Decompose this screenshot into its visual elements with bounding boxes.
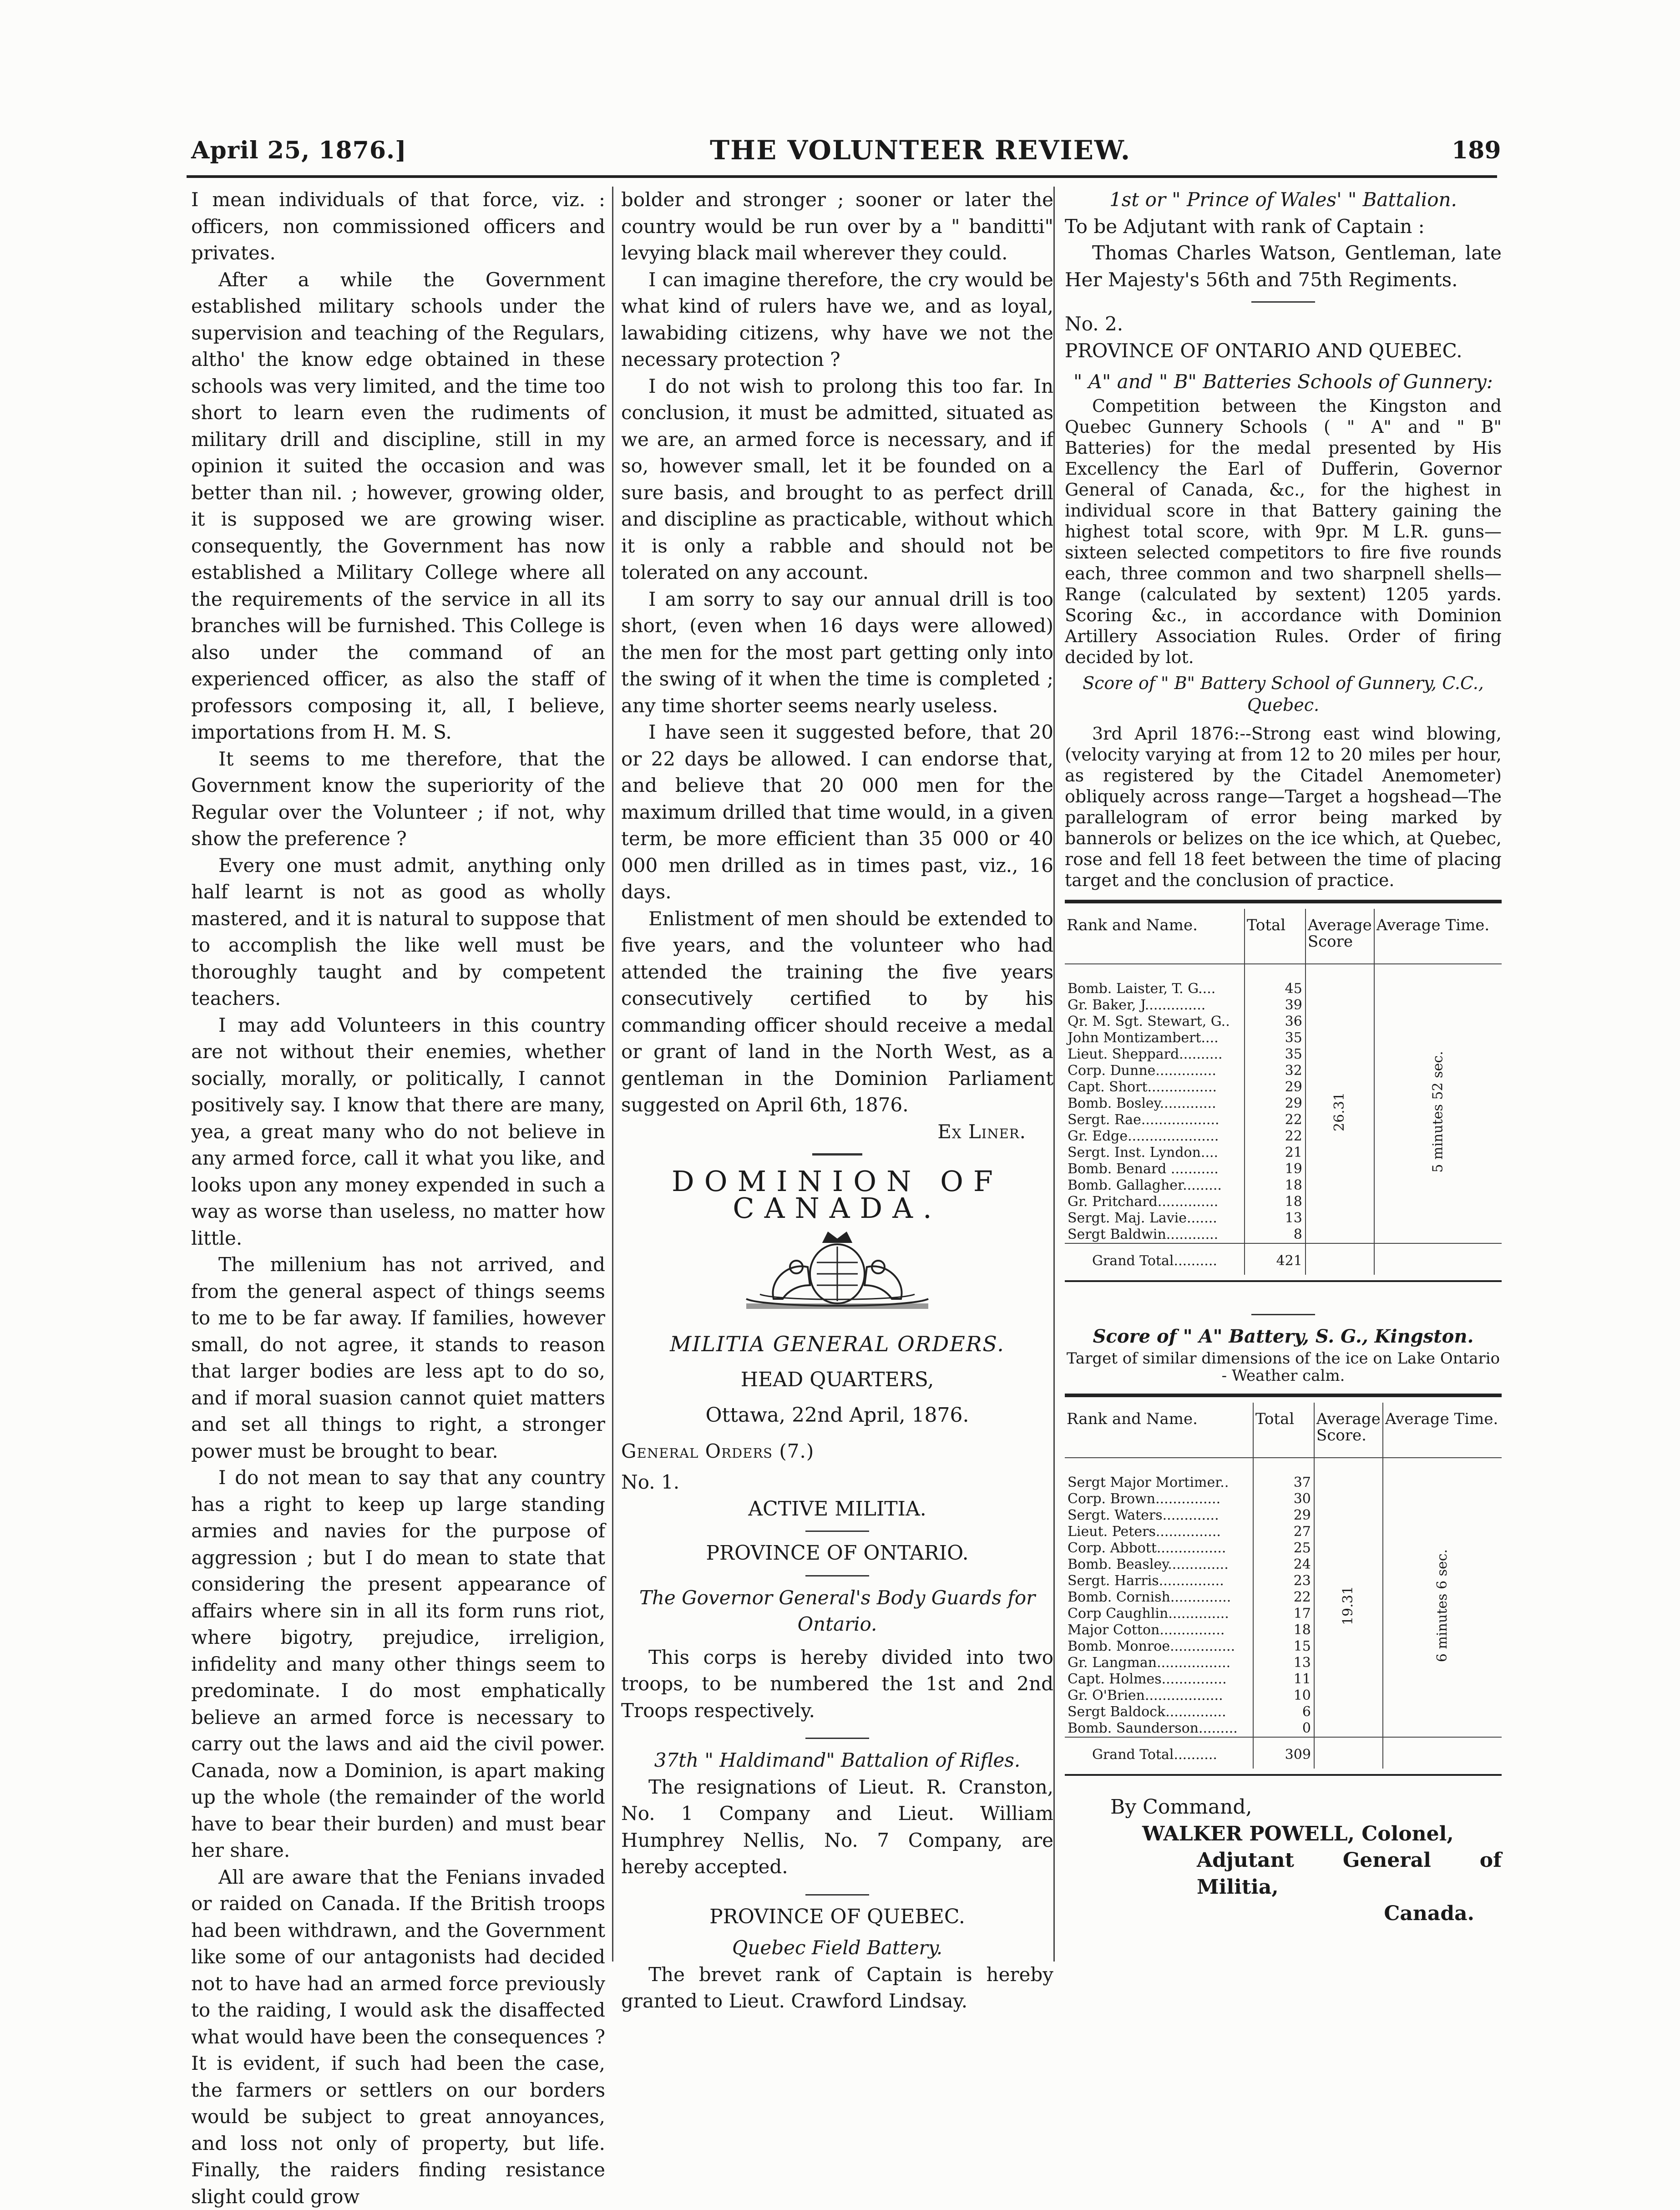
average-time-value: 5 minutes 52 sec. (1430, 1051, 1446, 1172)
average-time-cell (1383, 1458, 1502, 1737)
rank-name-cell: Bomb. Monroe............... (1065, 1638, 1253, 1655)
paragraph: The resignations of Lieut. R. Cranston, No. 1 Company and Lieut. William Humphrey Nellis, No. 7 Company, are hereby accepted. (621, 1774, 1053, 1881)
total-cell: 24 (1253, 1556, 1314, 1573)
subsection-heading: The Governor General's Body Guards for Ontario. (621, 1585, 1053, 1638)
royal-coat-of-arms-icon (719, 1231, 956, 1317)
rank-name-cell: Capt. Holmes............... (1065, 1671, 1253, 1688)
grand-total-row (1065, 1737, 1502, 1769)
rank-name-cell: Gr. Edge..................... (1065, 1128, 1245, 1145)
column-header: Average Score (1306, 909, 1374, 964)
column-header: Rank and Name. (1065, 1403, 1253, 1458)
rank-name-cell: Sergt. Rae.................. (1065, 1112, 1245, 1128)
total-cell: 37 (1253, 1458, 1314, 1491)
head-quarters: HEAD QUARTERS, (621, 1367, 1053, 1394)
column-header: Average Time. (1383, 1403, 1502, 1458)
column-header: Average Time. (1374, 909, 1502, 964)
rank-name-cell: Bomb. Bosley............. (1065, 1095, 1245, 1112)
paragraph: I am sorry to say our annual drill is too short, (even when 16 days were allowed) the men for the most part getting only into the swing of it when the time is completed ; any time shorter seems nearly useless. (621, 586, 1053, 720)
total-cell: 30 (1253, 1491, 1314, 1507)
rank-name-cell: Gr. Pritchard.............. (1065, 1194, 1245, 1210)
letter-signature: Ex Liner. (621, 1119, 1053, 1146)
section-rule (805, 1575, 869, 1576)
total-cell: 6 (1253, 1704, 1314, 1720)
paragraph: The brevet rank of Captain is hereby granted to Lieut. Crawford Lindsay. (621, 1962, 1053, 2015)
total-cell: 11 (1253, 1671, 1314, 1688)
total-cell: 18 (1253, 1622, 1314, 1638)
paragraph: Competition between the Kingston and Quebec Gunnery Schools ( " A" and " B" Batteries) for the medal presented by His Excellency the Earl of Dufferin, Governor General of Canada, &c., for the highest in individual score in that Battery gaining the highest total score, with 9pr. M L.R. guns—sixteen selected competitors to fire five rounds each, three common and two sharpnell shells—Range (calculated by sextent) 1205 yards. Scoring &c., in accordance with Dominion Artillery Association Rules. Order of firing decided by lot. (1065, 395, 1502, 668)
masthead-title: THE VOLUNTEER REVIEW. (710, 135, 1131, 166)
paragraph: I may add Volunteers in this country are not without their enemies, whether socially, morally, or politically, I cannot positively say. I know that there are many, yea, a great many who do not believe in any armed force, call it what you like, and looks upon any money expended in such a way as worse than useless, no matter how little. (191, 1012, 605, 1252)
total-cell: 15 (1253, 1638, 1314, 1655)
paragraph: The millenium has not arrived, and from the general aspect of things seems to me to be far away. If families, however small, do not agree, it stands to reason that larger bodies are less apt to do so, and if moral suasion cannot quiet matters and set all things to right, a stronger power must be brought to bear. (191, 1252, 605, 1465)
total-cell: 17 (1253, 1606, 1314, 1622)
section-rule (805, 1894, 869, 1896)
paragraph: All are aware that the Fenians invaded or raided on Canada. If the British troops had been withdrawn, and the Government like some of our antagonists had decided not to have had an armed force previously to the raiding, I would ask the disaffected what would have been the consequences ? It is evident, if such had been the case, the farmers or settlers on our borders would be subject to great annoyances, and loss not only of property, but life. Finally, the raiders finding resistance slight could grow (191, 1864, 605, 2210)
table-row (1065, 1458, 1502, 1491)
section-rule (805, 1531, 869, 1532)
empty-cell (1374, 1243, 1502, 1275)
rank-name-cell: Capt. Short................ (1065, 1079, 1245, 1095)
total-cell: 36 (1245, 1014, 1306, 1030)
section-rule (812, 1153, 862, 1156)
rank-name-cell: Bomb. Benard ........... (1065, 1161, 1245, 1177)
total-cell: 19 (1245, 1161, 1306, 1177)
issue-date: April 25, 1876.] (191, 137, 407, 164)
province-heading: PROVINCE OF ONTARIO AND QUEBEC. (1065, 338, 1502, 365)
total-cell: 45 (1245, 964, 1306, 997)
rank-name-cell: Sergt. Waters............. (1065, 1507, 1253, 1524)
paragraph: To be Adjutant with rank of Captain : (1065, 213, 1502, 240)
total-cell: 13 (1253, 1655, 1314, 1671)
active-militia-heading: ACTIVE MILITIA. (621, 1496, 1053, 1523)
total-cell: 10 (1253, 1688, 1314, 1704)
target-note: Target of similar dimensions of the ice on Lake Ontario - Weather calm. (1065, 1350, 1502, 1384)
subsection-heading: Quebec Field Battery. (621, 1935, 1053, 1962)
empty-cell (1383, 1737, 1502, 1769)
total-cell: 8 (1245, 1227, 1306, 1243)
total-cell: 22 (1253, 1589, 1314, 1606)
paragraph: This corps is hereby divided into two troops, to be numbered the 1st and 2nd Troops respectively. (621, 1644, 1053, 1724)
rank-name-cell: Sergt. Inst. Lyndon.... (1065, 1145, 1245, 1161)
grand-total-label: Grand Total.......... (1065, 1243, 1245, 1275)
grand-total-label: Grand Total.......... (1065, 1737, 1253, 1769)
rank-name-cell: Sergt Baldock.............. (1065, 1704, 1253, 1720)
rank-name-cell: Bomb. Gallagher......... (1065, 1177, 1245, 1194)
page-number: 189 (1452, 137, 1501, 164)
general-orders-number: General Orders (7.) (621, 1438, 1053, 1465)
column-divider (612, 187, 613, 1962)
total-cell: 29 (1245, 1095, 1306, 1112)
paragraph: 3rd April 1876:--Strong east wind blowing, (velocity varying at from 12 to 20 miles per hour, as registered by the Citadel Anemometer) obliquely across range—Target a hogshead—The parallelogram of error being marked by bannerols or belizes on the ice which, at Quebec, rose and fell 18 feet between the time of placing target and the conclusion of practice. (1065, 723, 1502, 891)
column-header: Rank and Name. (1065, 909, 1245, 964)
rank-name-cell: Bomb. Beasley.............. (1065, 1556, 1253, 1573)
rank-name-cell: Sergt Major Mortimer.. (1065, 1458, 1253, 1491)
total-cell: 32 (1245, 1063, 1306, 1079)
total-cell: 35 (1245, 1030, 1306, 1046)
average-score-cell (1314, 1458, 1383, 1737)
rank-name-cell: Bomb. Saunderson......... (1065, 1720, 1253, 1737)
average-score-cell (1306, 964, 1374, 1243)
average-time-cell (1374, 964, 1502, 1243)
rank-name-cell: Corp. Dunne.............. (1065, 1063, 1245, 1079)
section-rule (805, 1738, 869, 1739)
by-command: By Command, (1065, 1794, 1502, 1821)
header-rule (187, 175, 1497, 178)
subsection-heading: 37th " Haldimand" Battalion of Rifles. (621, 1747, 1053, 1774)
dominion-heading: DOMINION OF CANADA. (621, 1168, 1053, 1222)
order-date: Ottawa, 22nd April, 1876. (621, 1402, 1053, 1429)
score-table-a (1065, 1394, 1502, 1776)
paragraph: Enlistment of men should be extended to five years, and the volunteer who had attended the training the five years consecutively certified to by his commanding officer should receive a medal or grant of land in the North West, as a gentleman in the Dominion Parliament suggested on April 6th, 1876. (621, 906, 1053, 1119)
empty-cell (1314, 1737, 1383, 1769)
rank-name-cell: Bomb. Cornish.............. (1065, 1589, 1253, 1606)
total-cell: 22 (1245, 1128, 1306, 1145)
total-cell: 29 (1245, 1079, 1306, 1095)
paragraph: I do not wish to prolong this too far. In conclusion, it must be admitted, situated as we are, an armed force is necessary, and if so, however small, let it be founded on a sure basis, and brought to as perfect drill and discipline as practicable, without which it is only a rabble and should not be tolerated on any account. (621, 373, 1053, 586)
column-3 (1065, 187, 1502, 1927)
rank-name-cell: Gr. O'Brien.................. (1065, 1688, 1253, 1704)
total-cell: 18 (1245, 1194, 1306, 1210)
total-cell: 27 (1253, 1524, 1314, 1540)
signatory-country: Canada. (1065, 1901, 1502, 1927)
subsection-heading: " A" and " B" Batteries Schools of Gunnery: (1065, 369, 1502, 395)
total-cell: 29 (1253, 1507, 1314, 1524)
rank-name-cell: Major Cotton............... (1065, 1622, 1253, 1638)
empty-cell (1306, 1243, 1374, 1275)
total-cell: 23 (1253, 1573, 1314, 1589)
total-cell: 18 (1245, 1177, 1306, 1194)
order-number: No. 1. (621, 1469, 1053, 1496)
rank-name-cell: John Montizambert.... (1065, 1030, 1245, 1046)
province-ontario-heading: PROVINCE OF ONTARIO. (621, 1540, 1053, 1567)
table-row (1065, 964, 1502, 997)
section-rule (1251, 1314, 1315, 1315)
column-divider (1053, 187, 1055, 1962)
province-quebec-heading: PROVINCE OF QUEBEC. (621, 1904, 1053, 1931)
rank-name-cell: Corp. Brown............... (1065, 1491, 1253, 1507)
rank-name-cell: Corp. Abbott................ (1065, 1540, 1253, 1556)
grand-total-value: 421 (1245, 1243, 1306, 1275)
paragraph: Thomas Charles Watson, Gentleman, late Her Majesty's 56th and 75th Regiments. (1065, 240, 1502, 293)
paragraph: bolder and stronger ; sooner or later the country would be run over by a " banditti" levying black mail wherever they could. (621, 187, 1053, 267)
rank-name-cell: Gr. Langman................. (1065, 1655, 1253, 1671)
rank-name-cell: Lieut. Sheppard.......... (1065, 1046, 1245, 1063)
grand-total-row (1065, 1243, 1502, 1275)
score-table-b (1065, 900, 1502, 1282)
grand-total-value: 309 (1253, 1737, 1314, 1769)
paragraph: Every one must admit, anything only half learnt is not as good as wholly mastered, and it is natural to suppose that to accomplish the like well must be thoroughly taught and by competent teachers. (191, 852, 605, 1012)
total-cell: 13 (1245, 1210, 1306, 1227)
total-cell: 25 (1253, 1540, 1314, 1556)
total-cell: 0 (1253, 1720, 1314, 1737)
average-score-value: 26.31 (1331, 1092, 1348, 1131)
column-1 (191, 187, 605, 2210)
average-score-value: 19.31 (1340, 1586, 1356, 1625)
paragraph: I can imagine therefore, the cry would be what kind of rulers have we, and as loyal, lawabiding citizens, why have we not the necessary protection ? (621, 267, 1053, 373)
paragraph: After a while the Government established military schools under the supervision and teaching of the Regulars, altho' the know edge obtained in these schools was very limited, and the time too short to learn even the rudiments of military drill and discipline, still in my opinion it suited the occasion and was better than nil. ; however, growing older, it is supposed we are growing wiser. consequently, the Government has now established a Military College where all the requirements of the service in all its branches will be furnished. This College is also under the command of an experienced officer, as also the staff of professors composing it, all, I believe, importations from H. M. S. (191, 267, 605, 746)
total-cell: 35 (1245, 1046, 1306, 1063)
score-heading: Score of " B" Battery School of Gunnery, C.C., Quebec. (1065, 672, 1502, 716)
score-heading: Score of " A" Battery, S. G., Kingston. (1065, 1323, 1502, 1350)
paragraph: I do not mean to say that any country has a right to keep up large standing armies and navies for the purpose of aggression ; but I do mean to state that considering the present appearance of affairs where sin in all its form runs riot, where bigotry, prejudice, irreligion, infidelity and many other things seem to predominate. I do most emphatically believe an armed force is necessary to carry out the laws and aid the civil power. Canada, now a Dominion, is apart making up the whole (the remainder of the world have to bear their burden) and must bear her share. (191, 1465, 605, 1864)
rank-name-cell: Sergt. Harris............... (1065, 1573, 1253, 1589)
rank-name-cell: Bomb. Laister, T. G.... (1065, 964, 1245, 997)
rank-name-cell: Corp Caughlin.............. (1065, 1606, 1253, 1622)
militia-general-orders-heading: MILITIA GENERAL ORDERS. (621, 1331, 1053, 1358)
signatory-name: WALKER POWELL, Colonel, (1065, 1821, 1502, 1848)
rank-name-cell: Sergt. Maj. Lavie....... (1065, 1210, 1245, 1227)
average-time-value: 6 minutes 6 sec. (1434, 1549, 1451, 1662)
rank-name-cell: Sergt Baldwin............ (1065, 1227, 1245, 1243)
column-header: Average Score. (1314, 1403, 1383, 1458)
subsection-heading: 1st or " Prince of Wales' " Battalion. (1065, 187, 1502, 213)
total-cell: 21 (1245, 1145, 1306, 1161)
total-cell: 22 (1245, 1112, 1306, 1128)
section-rule (1251, 301, 1315, 303)
rank-name-cell: Qr. M. Sgt. Stewart, G.. (1065, 1014, 1245, 1030)
total-cell: 39 (1245, 997, 1306, 1014)
rank-name-cell: Gr. Baker, J.............. (1065, 997, 1245, 1014)
rank-name-cell: Lieut. Peters............... (1065, 1524, 1253, 1540)
order-number: No. 2. (1065, 311, 1502, 338)
paragraph: It seems to me therefore, that the Government know the superiority of the Regular over the Volunteer ; if not, why show the preference ? (191, 746, 605, 852)
column-header: Total (1253, 1403, 1314, 1458)
column-2 (621, 187, 1053, 2015)
signatory-title: Adjutant General of Militia, (1065, 1847, 1502, 1901)
paragraph: I mean individuals of that force, viz. : officers, non commissioned officers and privates. (191, 187, 605, 267)
paragraph: I have seen it suggested before, that 20 or 22 days be allowed. I can endorse that, and believe that 20 000 men for the maximum drilled that time would, in a given term, be more efficient than 35 000 or 40 000 men drilled as in times past, viz., 16 days. (621, 719, 1053, 906)
column-header: Total (1245, 909, 1306, 964)
